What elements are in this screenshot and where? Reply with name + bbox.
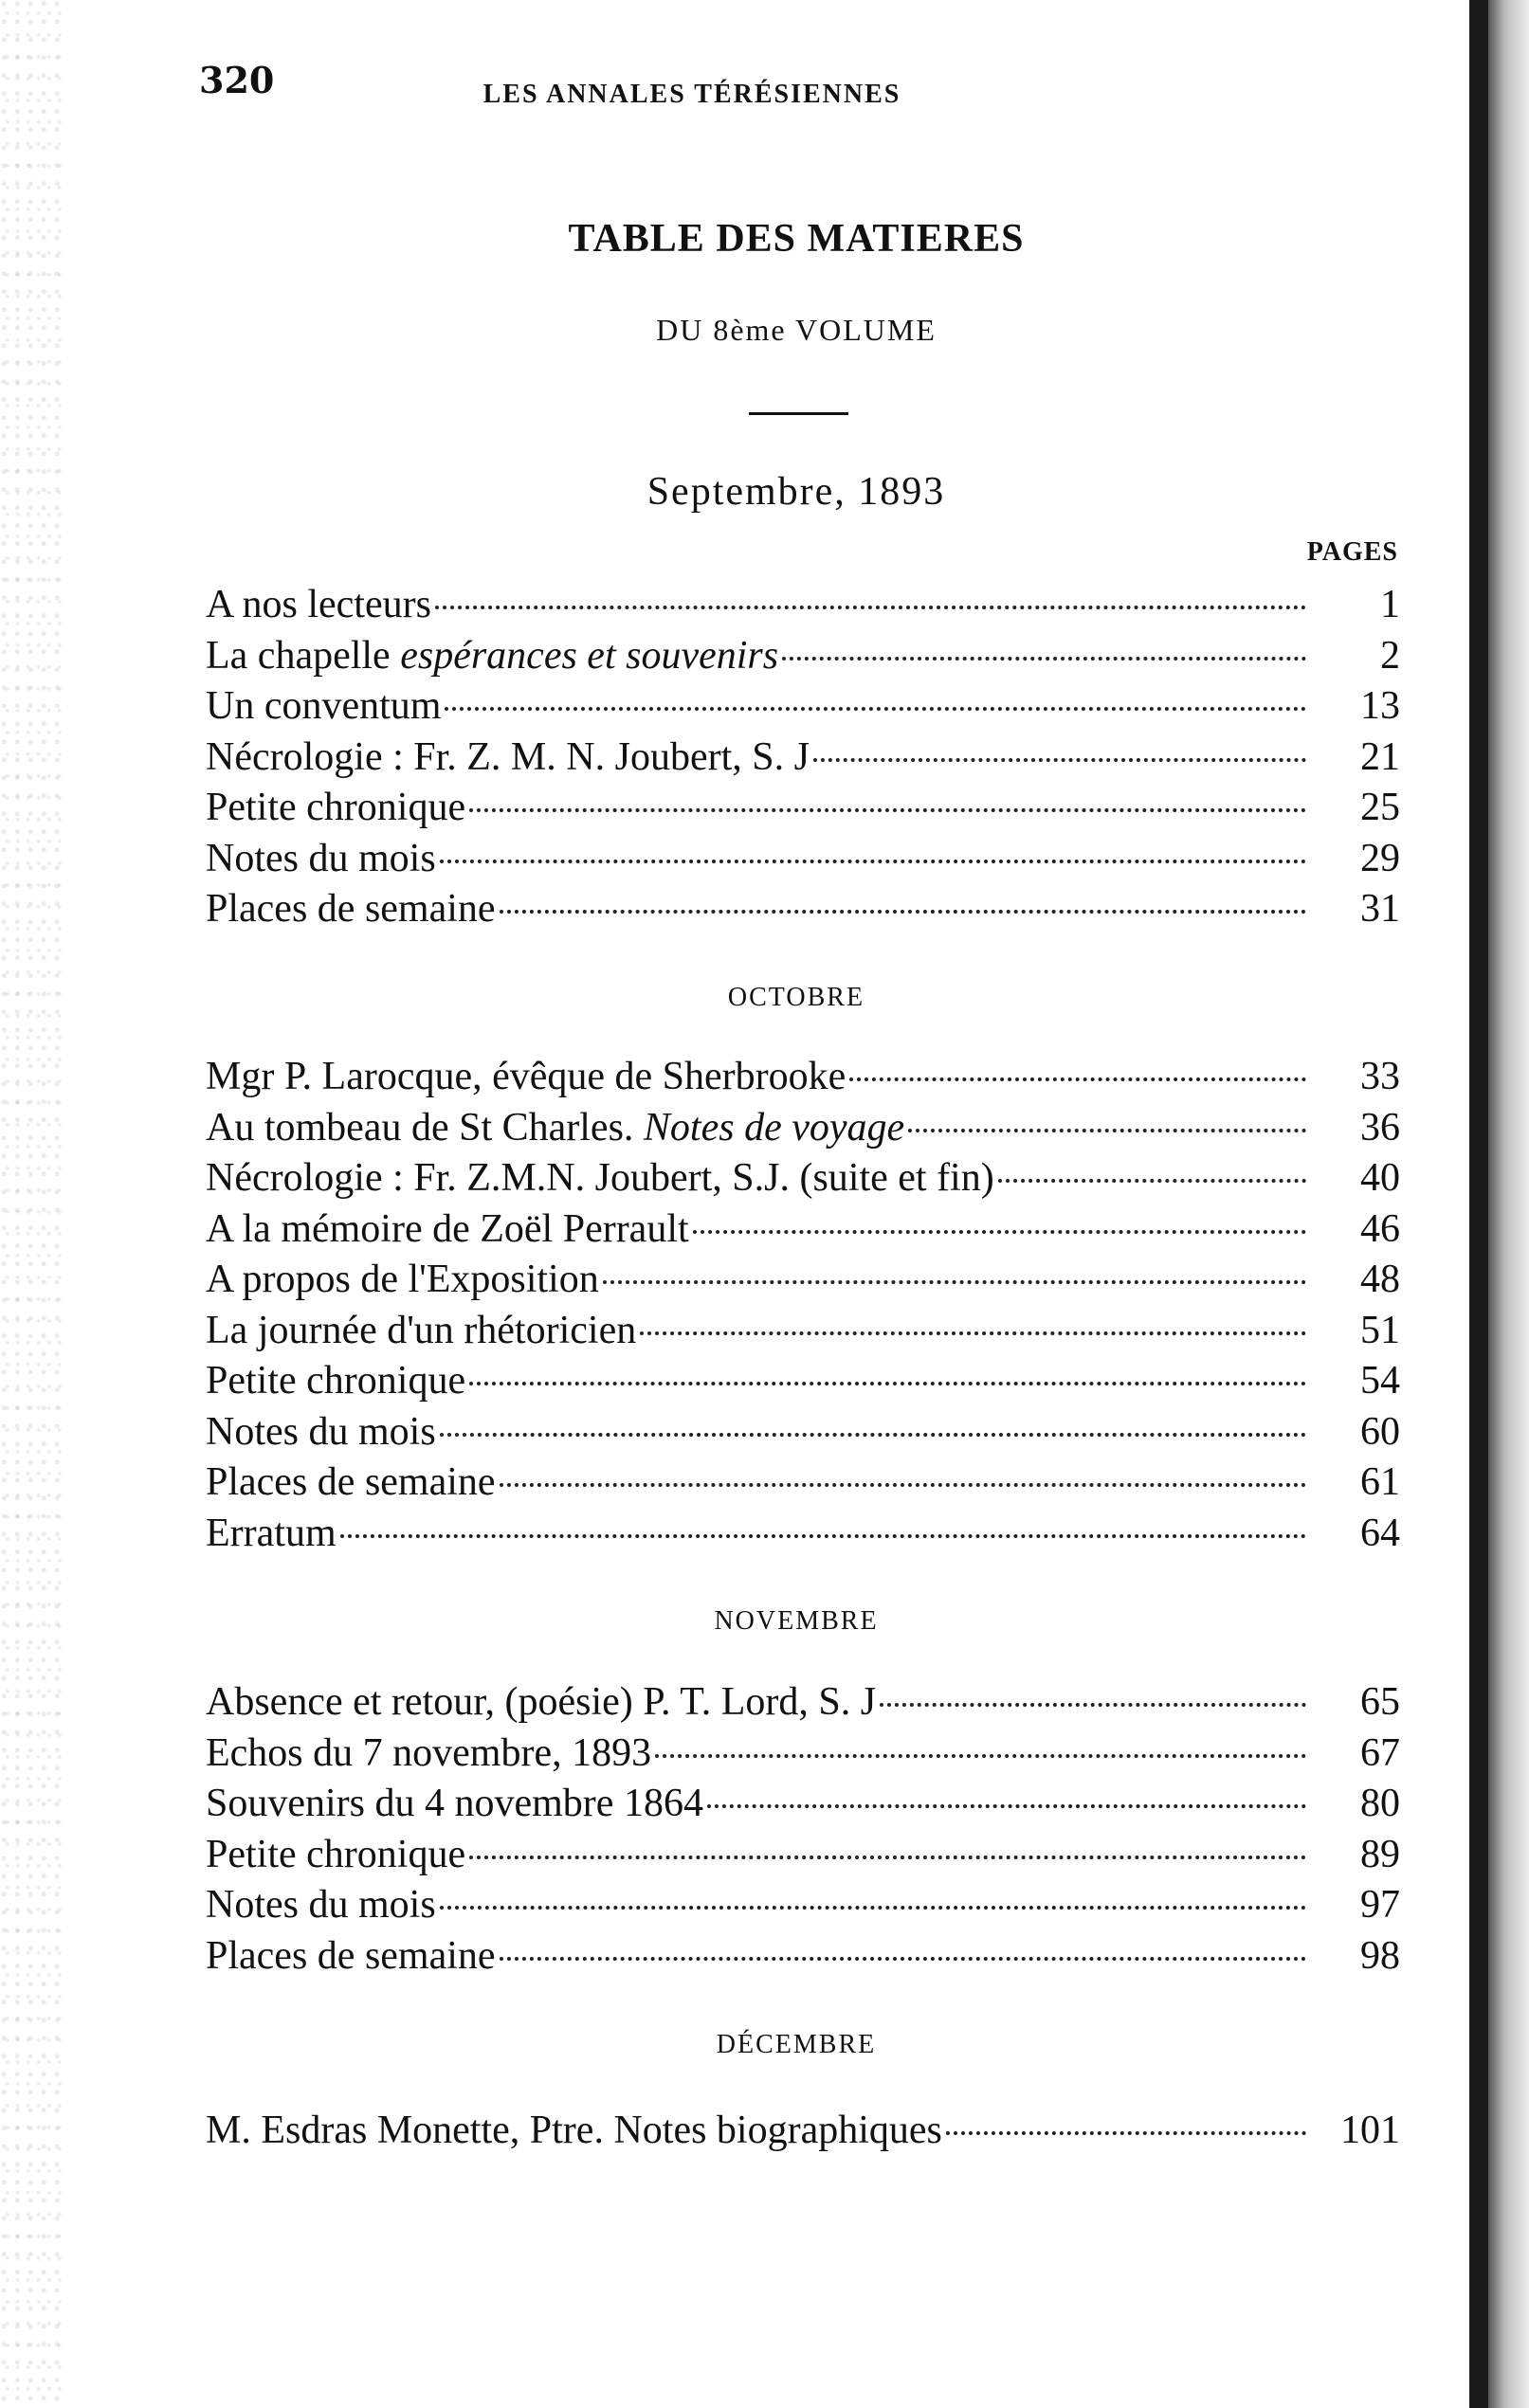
book-spine-edge <box>1488 0 1529 2408</box>
toc-entry-text: A nos lecteurs <box>206 583 431 626</box>
dot-leader <box>693 1230 1306 1234</box>
toc-entry-text: Notes du mois <box>206 1409 436 1454</box>
toc-page-number: 33 <box>1360 1055 1400 1098</box>
toc-entry <box>206 580 1400 631</box>
toc-entry-title <box>206 1153 994 1204</box>
dot-leader <box>445 707 1306 711</box>
toc-page-number: 2 <box>1380 633 1400 678</box>
toc-entry <box>206 1779 1400 1830</box>
dot-leader <box>880 1703 1306 1707</box>
toc-page-number: 48 <box>1360 1258 1400 1301</box>
toc-entry-title <box>206 1830 465 1881</box>
toc-entry-title <box>206 1880 436 1931</box>
dot-leader <box>707 1804 1306 1808</box>
book-spine <box>1469 0 1488 2408</box>
toc-page-number: 89 <box>1360 1832 1400 1876</box>
toc-entry-title <box>206 1306 636 1357</box>
toc-page-number: 65 <box>1360 1680 1400 1724</box>
toc-entry <box>206 1153 1400 1204</box>
dot-leader <box>500 1957 1306 1961</box>
toc-entry-title <box>206 1729 651 1780</box>
toc-entry <box>206 834 1400 885</box>
toc-entry-text: Places de semaine <box>206 887 496 931</box>
toc-page-number: 1 <box>1380 583 1400 626</box>
toc-entry-title <box>206 1052 846 1103</box>
dot-leader <box>603 1280 1306 1284</box>
toc-entry-title <box>206 1457 496 1509</box>
toc-entry-title <box>206 1509 337 1560</box>
section-heading-novembre: NOVEMBRE <box>714 1606 879 1636</box>
toc-entry-italic-text: Notes de voyage <box>643 1105 905 1150</box>
toc-entry <box>206 884 1400 935</box>
dot-leader <box>435 606 1306 609</box>
toc-page-number: 40 <box>1360 1156 1400 1200</box>
toc-entry-text: Places de semaine <box>206 1933 496 1978</box>
dot-leader <box>469 808 1306 812</box>
dot-leader <box>908 1129 1306 1132</box>
dot-leader <box>849 1077 1306 1081</box>
toc-page-number: 46 <box>1360 1206 1400 1251</box>
toc-entry-text: Un conventum <box>206 684 442 728</box>
toc-entry <box>206 783 1400 834</box>
toc-entry-text: Petite chronique <box>206 786 466 829</box>
toc-entry <box>206 1729 1400 1780</box>
dot-leader <box>500 1483 1306 1487</box>
toc-entry-text: M. Esdras Monette, Ptre. Notes biographiques <box>206 2109 942 2152</box>
toc-entry-text: Au tombeau de St Charles. <box>206 1105 644 1150</box>
toc-entry-text: Places de semaine <box>206 1460 496 1504</box>
toc-page-number: 13 <box>1360 684 1400 728</box>
toc-page-number: 60 <box>1360 1409 1400 1454</box>
toc-entry-text: La journée d'un rhétoricien <box>206 1308 637 1352</box>
toc-page-number: 25 <box>1360 786 1400 829</box>
page-edge-texture <box>0 0 66 2408</box>
section-heading-septembre: Septembre, 1893 <box>646 470 946 514</box>
toc-entry-text: Echos du 7 novembre, 1893 <box>206 1730 652 1775</box>
dot-leader <box>340 1534 1306 1538</box>
toc-entry-title <box>206 1677 876 1729</box>
toc-page-number: 29 <box>1360 836 1400 880</box>
toc-entry-text: Erratum <box>206 1511 337 1555</box>
toc-entry-title <box>206 1356 465 1407</box>
toc-entry <box>206 1204 1400 1256</box>
toc-entry <box>206 1457 1400 1509</box>
toc-entry-text: A propos de l'Exposition <box>206 1258 599 1301</box>
toc-entry <box>206 1103 1400 1154</box>
toc-entry <box>206 1880 1400 1931</box>
toc-entry <box>206 1830 1400 1881</box>
toc-entry-title <box>206 631 778 682</box>
toc-entry-text: Notes du mois <box>206 1883 436 1927</box>
toc-entry-title <box>206 1103 904 1154</box>
dot-leader <box>440 1906 1306 1910</box>
toc-entry-text: Nécrologie : Fr. Z.M.N. Joubert, S.J. (suite et fin) <box>206 1156 994 1200</box>
dot-leader <box>998 1179 1306 1183</box>
toc-entry-text: Souvenirs du 4 novembre 1864 <box>206 1782 703 1825</box>
toc-entry-title <box>206 884 496 935</box>
toc-entry-title <box>206 1779 703 1830</box>
toc-entry-title <box>206 2106 942 2157</box>
toc-entry-title <box>206 1407 436 1458</box>
toc-entry-title <box>206 681 441 733</box>
toc-entry-title <box>206 783 465 834</box>
divider-rule <box>749 412 848 415</box>
toc-entry-text: Nécrologie : Fr. Z. M. N. Joubert, S. J <box>206 734 810 779</box>
toc-page-number: 61 <box>1360 1460 1400 1504</box>
toc-entry <box>206 1509 1400 1560</box>
toc-entry <box>206 1255 1400 1306</box>
section-heading-octobre: OCTOBRE <box>727 983 865 1012</box>
toc-entry <box>206 681 1400 733</box>
toc-entry-text: La chapelle <box>206 633 401 678</box>
page-subtitle: DU 8ème VOLUME <box>656 313 937 347</box>
toc-page-number: 21 <box>1360 734 1400 779</box>
toc-entry <box>206 1306 1400 1357</box>
toc-page-number: 54 <box>1360 1359 1400 1403</box>
pages-column-label: PAGES <box>1306 537 1398 567</box>
toc-page-number: 80 <box>1360 1782 1400 1825</box>
toc-list-octobre <box>206 1052 1400 1559</box>
toc-entry-title <box>206 580 431 631</box>
toc-entry-title <box>206 1931 496 1983</box>
toc-page-number: 64 <box>1360 1511 1400 1555</box>
toc-entry <box>206 631 1400 682</box>
toc-entry <box>206 733 1400 784</box>
page-header <box>199 59 1431 125</box>
toc-entry-title <box>206 834 436 885</box>
dot-leader <box>440 1433 1306 1437</box>
dot-leader <box>782 657 1306 661</box>
toc-list-septembre <box>206 580 1400 935</box>
page-title: TABLE DES MATIERES <box>568 217 1025 261</box>
dot-leader <box>469 1382 1306 1385</box>
toc-entry <box>206 1407 1400 1458</box>
dot-leader <box>440 860 1306 863</box>
toc-entry <box>206 1677 1400 1729</box>
toc-entry-text: Mgr P. Larocque, évêque de Sherbrooke <box>206 1055 846 1098</box>
dot-leader <box>469 1856 1306 1859</box>
dot-leader <box>813 758 1306 762</box>
toc-entry-text: Absence et retour, (poésie) P. T. Lord, S. J <box>206 1680 877 1724</box>
toc-list-novembre <box>206 1677 1400 1982</box>
toc-entry-title <box>206 1204 689 1256</box>
toc-entry-text: Petite chronique <box>206 1359 466 1403</box>
toc-page-number: 51 <box>1360 1308 1400 1352</box>
page-number: 320 <box>199 59 275 101</box>
toc-list-decembre <box>206 2106 1400 2157</box>
toc-page-number: 67 <box>1360 1730 1400 1775</box>
dot-leader <box>640 1331 1306 1335</box>
dot-leader <box>500 910 1306 914</box>
toc-entry-text: Notes du mois <box>206 836 436 880</box>
dot-leader <box>655 1754 1306 1758</box>
toc-entry <box>206 1931 1400 1983</box>
toc-entry <box>206 1356 1400 1407</box>
toc-page-number: 31 <box>1360 887 1400 931</box>
toc-page-number: 36 <box>1360 1105 1400 1150</box>
toc-page-number: 97 <box>1360 1883 1400 1927</box>
toc-page-number: 98 <box>1360 1933 1400 1978</box>
section-heading-decembre: DÉCEMBRE <box>716 2030 877 2059</box>
toc-page-number: 101 <box>1340 2109 1400 2152</box>
toc-entry-title <box>206 1255 599 1306</box>
toc-entry <box>206 2106 1400 2157</box>
toc-entry-italic-text: espérances et souvenirs <box>400 633 779 678</box>
dot-leader <box>946 2131 1306 2135</box>
toc-entry-title <box>206 733 810 784</box>
toc-entry <box>206 1052 1400 1103</box>
toc-entry-text: Petite chronique <box>206 1832 466 1876</box>
running-title: LES ANNALES TÉRÉSIENNES <box>482 80 901 109</box>
toc-entry-text: A la mémoire de Zoël Perrault <box>206 1206 689 1251</box>
